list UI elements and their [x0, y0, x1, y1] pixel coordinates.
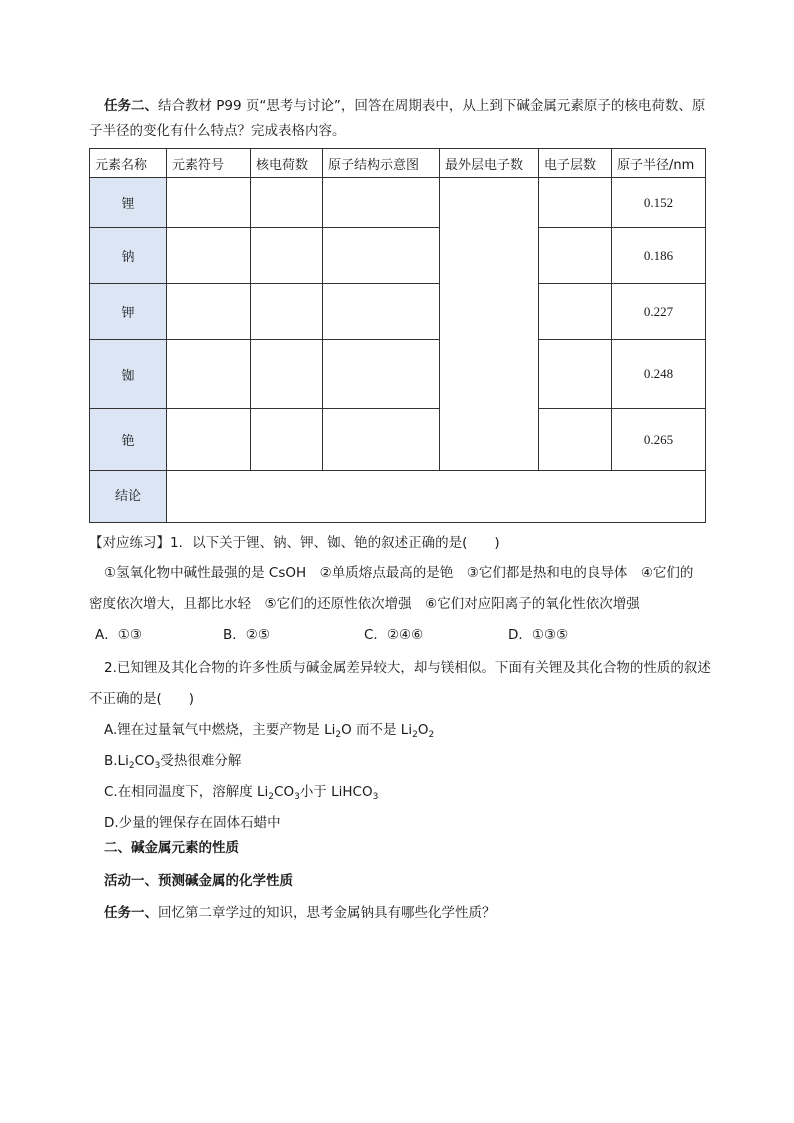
structure-input-cell[interactable] — [323, 409, 440, 471]
header-atomic-radius: 原子半径/nm — [612, 149, 706, 178]
header-symbol: 元素符号 — [167, 149, 251, 178]
task2-line2: 子半径的变化有什么特点？完成表格内容。 — [89, 123, 346, 139]
radius-cell: 0.152 — [612, 178, 706, 228]
task2-text: 结合教材 P99 页“思考与讨论”，回答在周期表中，从上到下碱金属元素原子的核电荷数、原 — [158, 98, 706, 114]
radius-cell: 0.227 — [612, 284, 706, 340]
element-name-cell: 钾 — [90, 284, 167, 340]
structure-input-cell[interactable] — [323, 340, 440, 409]
task1-line — [104, 903, 496, 923]
table-row — [90, 409, 706, 471]
conclusion-label: 结论 — [90, 471, 167, 523]
alkali-metal-table — [89, 148, 706, 523]
q1-option-d[interactable]: D．①③⑤ — [508, 627, 569, 643]
header-outer-electrons: 最外层电子数 — [440, 149, 539, 178]
radius-cell: 0.265 — [612, 409, 706, 471]
header-element-name: 元素名称 — [90, 149, 167, 178]
table-row — [90, 178, 706, 228]
charge-input-cell[interactable] — [251, 178, 323, 228]
charge-input-cell[interactable] — [251, 228, 323, 284]
shells-input-cell[interactable] — [539, 284, 612, 340]
q2-prompt-line1: 2.已知锂及其化合物的许多性质与碱金属差异较大，却与镁相似。下面有关锂及其化合物的性质的叙述 — [104, 660, 711, 676]
symbol-input-cell[interactable] — [167, 340, 251, 409]
structure-input-cell[interactable] — [323, 178, 440, 228]
radius-cell: 0.186 — [612, 228, 706, 284]
task1-label: 任务一、 — [104, 905, 158, 921]
activity1-heading: 活动一、预测碱金属的化学性质 — [104, 873, 293, 889]
header-atomic-structure: 原子结构示意图 — [323, 149, 440, 178]
task2-label: 任务二、 — [104, 98, 158, 114]
shells-input-cell[interactable] — [539, 228, 612, 284]
table-row — [90, 284, 706, 340]
outer-electrons-merged-cell[interactable] — [440, 178, 539, 471]
shells-input-cell[interactable] — [539, 178, 612, 228]
charge-input-cell[interactable] — [251, 409, 323, 471]
q2-option-d[interactable]: D.少量的锂保存在固体石蜡中 — [104, 815, 281, 831]
table-row — [90, 228, 706, 284]
header-nuclear-charge: 核电荷数 — [251, 149, 323, 178]
conclusion-row — [90, 471, 706, 523]
element-name-cell: 铷 — [90, 340, 167, 409]
element-name-cell: 锂 — [90, 178, 167, 228]
conclusion-input-cell[interactable] — [167, 471, 706, 523]
charge-input-cell[interactable] — [251, 340, 323, 409]
task1-text: 回忆第二章学过的知识，思考金属钠具有哪些化学性质？ — [158, 905, 496, 921]
task2-line1 — [104, 96, 705, 116]
radius-cell: 0.248 — [612, 340, 706, 409]
shells-input-cell[interactable] — [539, 409, 612, 471]
section2-heading: 二、碱金属元素的性质 — [104, 840, 239, 856]
element-name-cell: 铯 — [90, 409, 167, 471]
q2-prompt-line2: 不正确的是( ) — [89, 691, 195, 707]
charge-input-cell[interactable] — [251, 284, 323, 340]
symbol-input-cell[interactable] — [167, 228, 251, 284]
structure-input-cell[interactable] — [323, 228, 440, 284]
table-header-row — [90, 149, 706, 178]
table-row — [90, 340, 706, 409]
q1-option-c[interactable]: C．②④⑥ — [364, 627, 424, 643]
q1-prompt: 【对应练习】1．以下关于锂、钠、钾、铷、铯的叙述正确的是( ) — [89, 535, 500, 551]
q1-statements-line1: ①氢氧化物中碱性最强的是 CsOH ②单质熔点最高的是铯 ③它们都是热和电的良导体 ④它们的 — [104, 565, 694, 581]
element-name-cell: 钠 — [90, 228, 167, 284]
symbol-input-cell[interactable] — [167, 178, 251, 228]
q1-option-b[interactable]: B．②⑤ — [223, 627, 270, 643]
symbol-input-cell[interactable] — [167, 409, 251, 471]
q2-option-c[interactable]: C.在相同温度下，溶解度 $Li_2CO_3$小于 LiHCO$_3$ — [104, 784, 379, 802]
symbol-input-cell[interactable] — [167, 284, 251, 340]
q1-statements-line2: 密度依次增大，且都比水轻 ⑤它们的还原性依次增强 ⑥它们对应阳离子的氧化性依次增强 — [89, 596, 640, 612]
header-shells: 电子层数 — [539, 149, 612, 178]
q1-option-a[interactable]: A．①③ — [95, 627, 142, 643]
q2-option-b[interactable]: $B.Li_2CO_3$受热很难分解 — [104, 753, 242, 771]
shells-input-cell[interactable] — [539, 340, 612, 409]
structure-input-cell[interactable] — [323, 284, 440, 340]
q2-option-a[interactable]: A.锂在过量氧气中燃烧，主要产物是 $Li_2O$ 而不是 $Li_2O_2$ — [104, 722, 435, 740]
